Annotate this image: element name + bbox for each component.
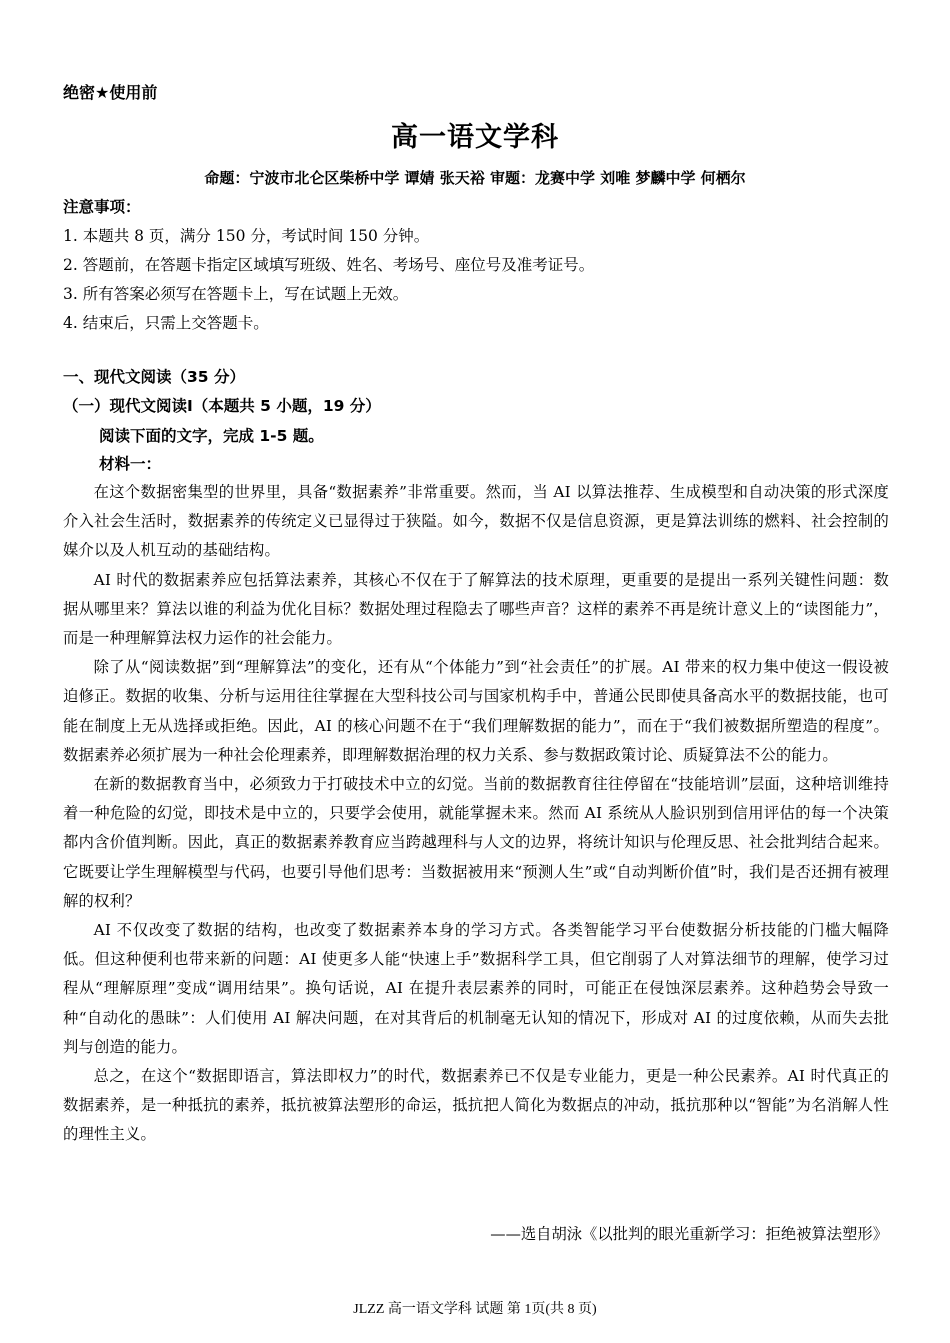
notice-heading: 注意事项： (63, 198, 141, 216)
source-citation: ——选自胡泳《以批判的眼光重新学习：拒绝被算法塑形》 (490, 1225, 888, 1243)
notice-item: 2. 答题前，在答题卡指定区域填写班级、姓名、考场号、座位号及准考证号。 (63, 256, 595, 274)
paragraph: 在这个数据密集型的世界里，具备“数据素养”非常重要。然而，当 AI 以算法推荐、生成模型和自动决策的形式深度介入社会生活时，数据素养的传统定义已显得过于狭隘。如今，数据不仅是信息资源，更是算法训练的燃料、社会控制的媒介以及人机互动的基础结构。 (63, 483, 889, 560)
exam-credits: 命题：宁波市北仑区柴桥中学 谭婧 张天裕 审题：龙赛中学 刘唯 梦麟中学 何栖尔 (204, 169, 746, 187)
paragraph: 除了从“阅读数据”到“理解算法”的变化，还有从“个体能力”到“社会责任”的扩展。AI 带来的权力集中使这一假设被迫修正。数据的收集、分析与运用往往掌握在大型科技公司与国家机构手中，普通公民即使具备高水平的数据技能，也可能在制度上无从选择或拒绝。因此，AI 的核心问题不在于“我们理解数据的能力”，而在于“我们被数据所塑造的程度”。数据素养必须扩展为一种社会伦理素养，即理解数据治理的权力关系、参与数据政策讨论、质疑算法不公的能力。 (63, 658, 889, 764)
notice-item: 4. 结束后，只需上交答题卡。 (63, 314, 269, 332)
notice-list (63, 222, 893, 338)
section-title: 一、现代文阅读（35 分） (63, 368, 245, 386)
exam-title: 高一语文学科 (391, 122, 559, 153)
subsection-title: （一）现代文阅读Ⅰ（本题共 5 小题，19 分） (63, 397, 381, 415)
paragraph: AI 时代的数据素养应包括算法素养，其核心不仅在于了解算法的技术原理，更重要的是提出一系列关键性问题：数据从哪里来？算法以谁的利益为优化目标？数据处理过程隐去了哪些声音？这样的素养不再是统计意义上的“读图能力”，而是一种理解算法权力运作的社会能力。 (63, 570, 889, 648)
secrecy-label: 绝密★使用前 (63, 83, 158, 102)
paragraph: AI 不仅改变了数据的结构，也改变了数据素养本身的学习方式。各类智能学习平台使数据分析技能的门槛大幅降低。但这种便利也带来新的问题：AI 使更多人能“快速上手”数据科学工具，但它削弱了人对算法细节的理解，使学习过程从“理解原理”变成“调用结果”。换句话说，AI 在提升表层素养的同时，可能正在侵蚀深层素养。这种趋势会导致一种“自动化的愚昧”：人们使用 AI 解决问题，在对其背后的机制毫无认知的情况下，形成对 AI 的过度依赖，从而失去批判与创造的能力。 (63, 921, 889, 1056)
paragraph: 在新的数据教育当中，必须致力于打破技术中立的幻觉。当前的数据教育往往停留在“技能培训”层面，这种培训维持着一种危险的幻觉，即技术是中立的，只要学会使用，就能掌握未来。然而 AI 系统从人脸识别到信用评估的每一个决策都内含价值判断。因此，真正的数据素养教育应当跨越理科与人文的边界，将统计知识与伦理反思、社会批判结合起来。它既要让学生理解模型与代码，也要引导他们思考：当数据被用来“预测人生”或“自动判断价值”时，我们是否还拥有被理解的权利？ (63, 775, 889, 910)
notice-item: 1. 本题共 8 页，满分 150 分，考试时间 150 分钟。 (63, 227, 430, 245)
page-footer: JLZZ 高一语文学科 试题 第 1页(共 8 页) (353, 1302, 597, 1317)
reading-instruction: 阅读下面的文字，完成 1-5 题。 (99, 427, 324, 445)
material-label: 材料一： (99, 455, 162, 473)
notice-item: 3. 所有答案必须写在答题卡上，写在试题上无效。 (63, 285, 409, 303)
material-body (63, 478, 889, 1150)
paragraph: 总之，在这个“数据即语言，算法即权力”的时代，数据素养已不仅是专业能力，更是一种公民素养。AI 时代真正的数据素养，是一种抵抗的素养，抵抗被算法塑形的命运，抵抗把人简化为数据点的冲动，抵抗那种以“智能”为名消解人性的理性主义。 (63, 1067, 889, 1144)
